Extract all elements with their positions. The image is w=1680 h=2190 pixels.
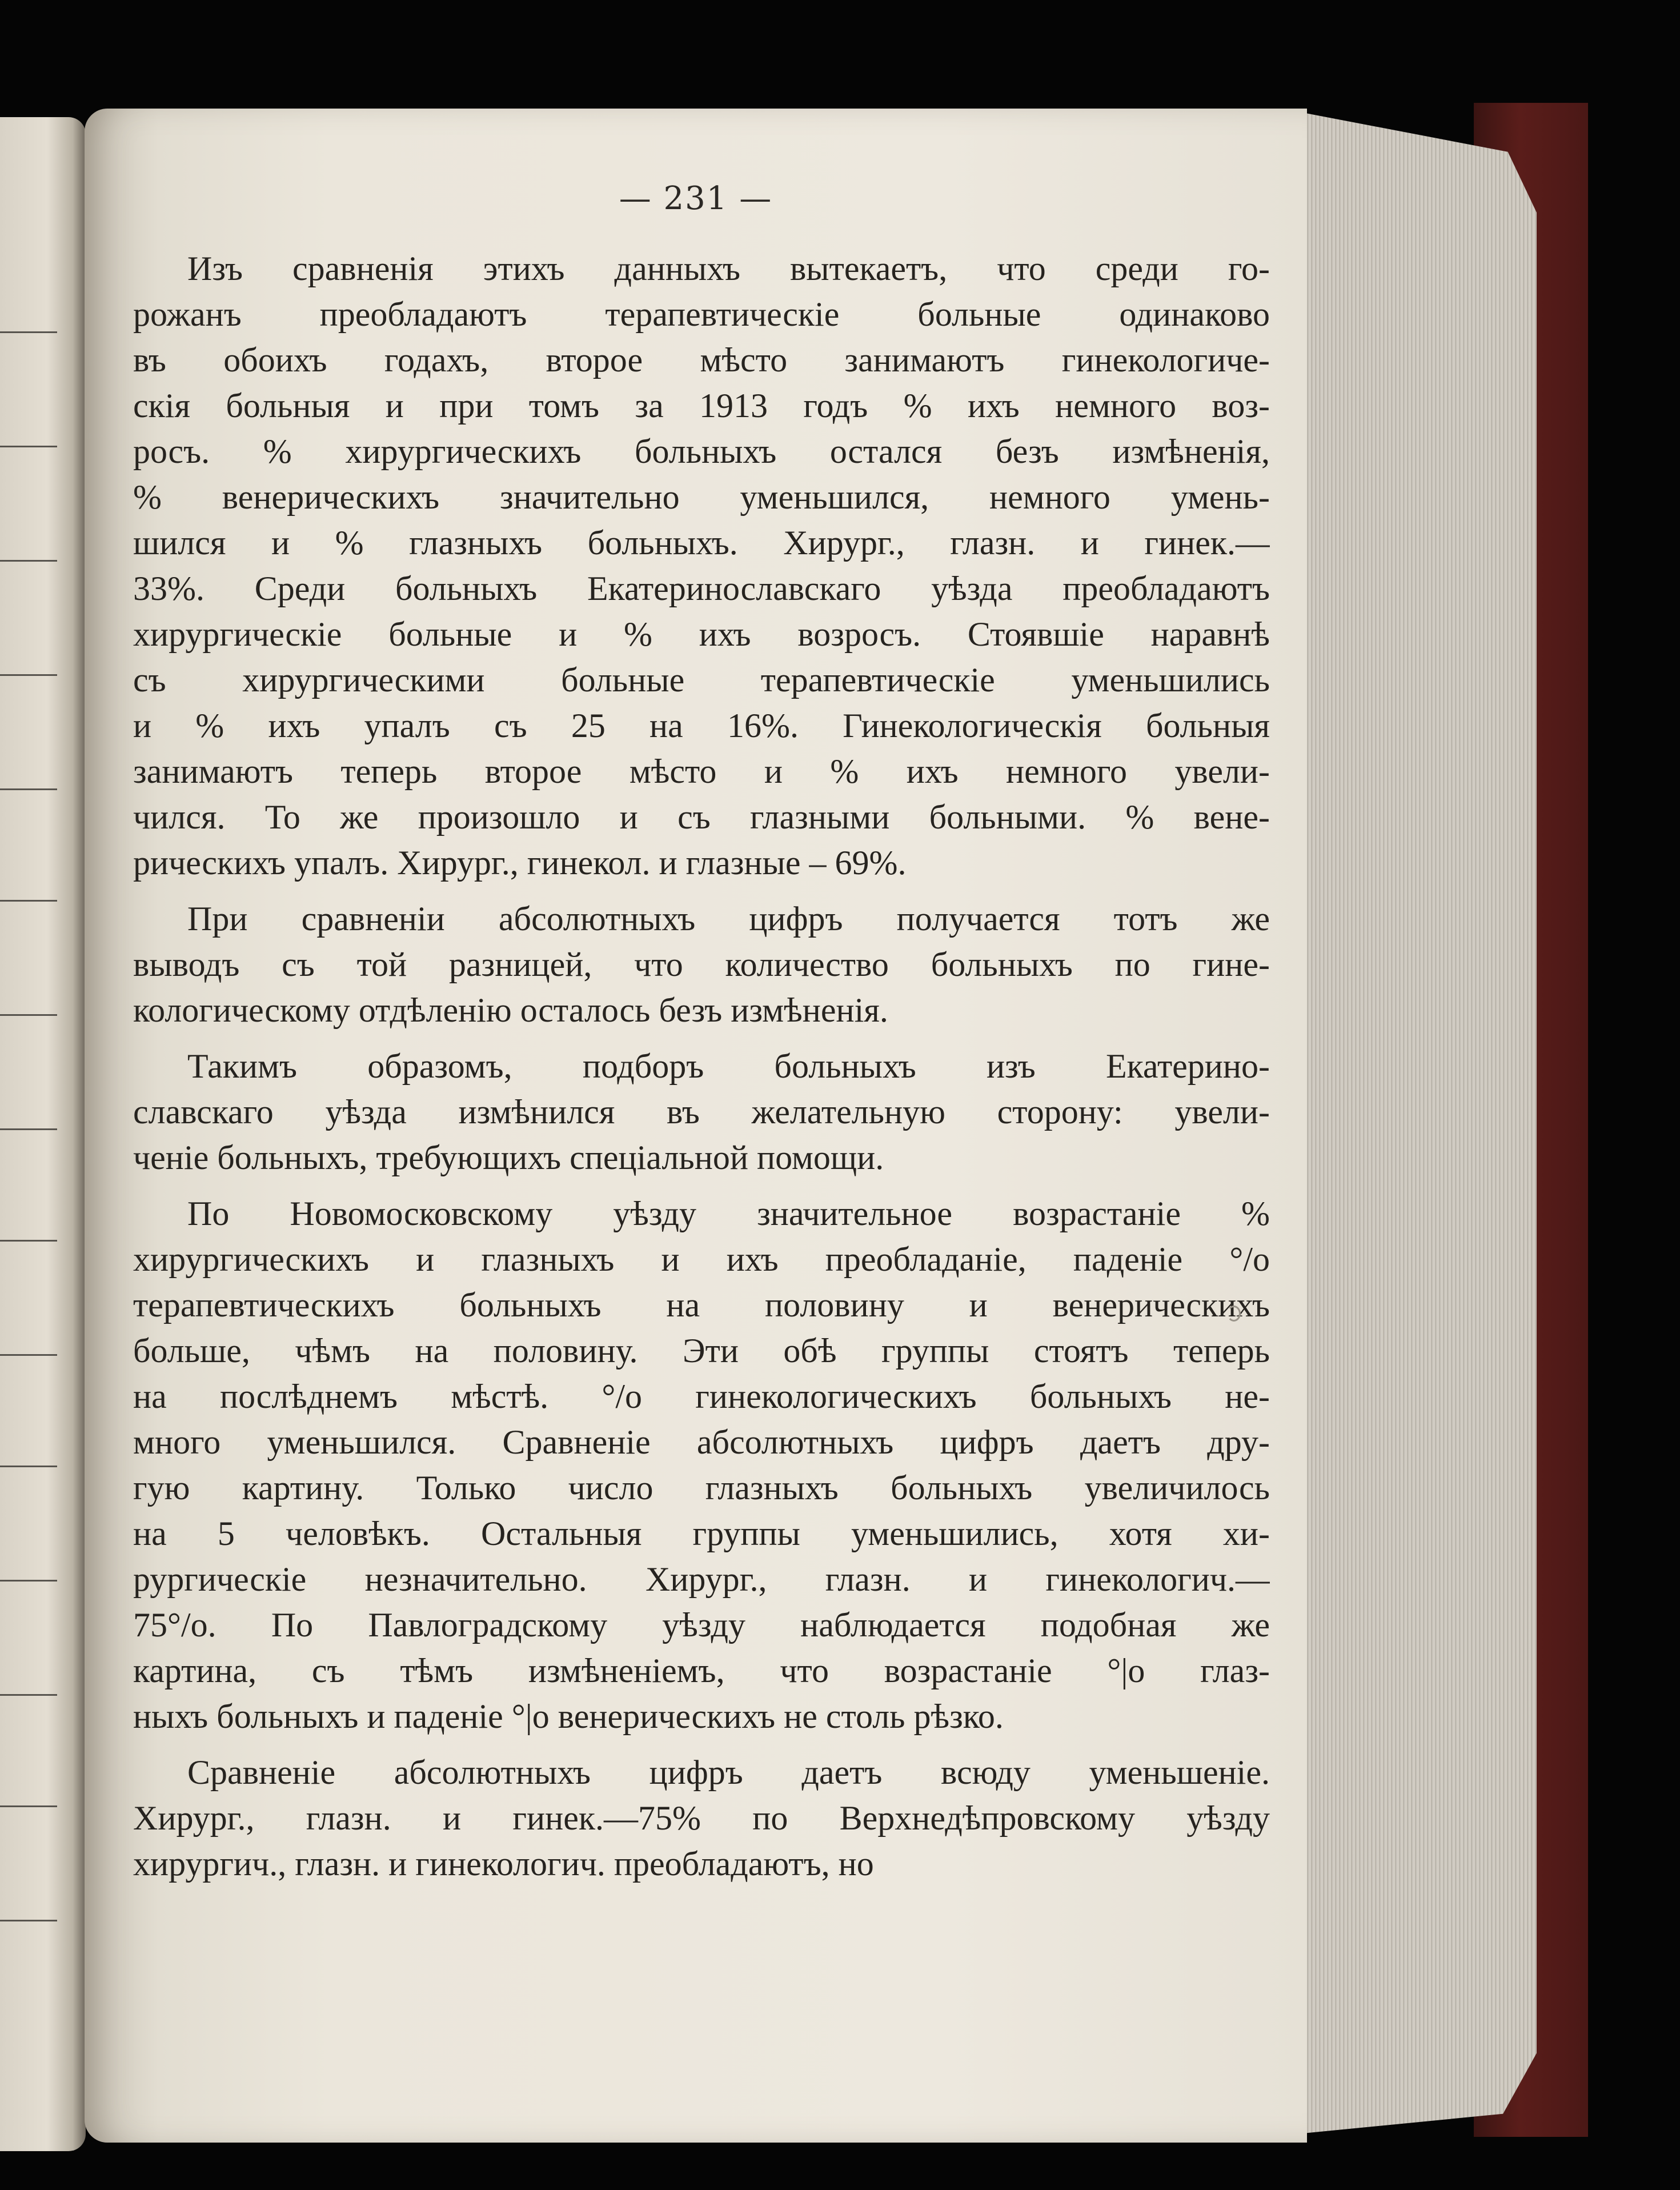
paragraph (133, 1749, 1270, 1887)
margin-rule (0, 446, 57, 447)
paper-speck (1227, 1306, 1241, 1322)
text-line: въ обоихъ годахъ, второе мѣсто занимаютъ гинекологиче- (133, 341, 1270, 379)
margin-rule (0, 1014, 57, 1016)
text-line: на послѣднемъ мѣстѣ. °/o гинекологическихъ больныхъ не- (133, 1378, 1270, 1415)
text-line: на 5 человѣкъ. Остальныя группы уменьшились, хотя хи- (133, 1515, 1270, 1552)
margin-rule (0, 1354, 57, 1356)
margin-rule (0, 1805, 57, 1807)
page-number: — 231 — (619, 180, 773, 217)
text-line: хирургич., глазн. и гинекологич. преобладаютъ, но (133, 1845, 874, 1883)
previous-page-edge (0, 117, 86, 2151)
text-line: рургическіе незначительно. Хирург., глазн. и гинекологич.— (133, 1560, 1270, 1598)
page-stack-edge (1297, 111, 1537, 2134)
text-line: много уменьшился. Сравненіе абсолютныхъ цифръ даетъ дру- (133, 1423, 1270, 1461)
body-text (133, 246, 1270, 1897)
text-line: славскаго уѣзда измѣнился въ желательную сторону: увели- (133, 1093, 1270, 1131)
text-line: выводъ съ той разницей, что количество больныхъ по гине- (133, 946, 1270, 983)
text-line: Такимъ образомъ, подборъ больныхъ изъ Екатерино- (187, 1047, 1270, 1085)
paragraph (133, 1191, 1270, 1739)
text-line: скія больныя и при томъ за 1913 годъ % ихъ немного воз- (133, 387, 1270, 425)
text-line: По Новомосковскому уѣзду значительное возрастаніе % (187, 1195, 1270, 1232)
margin-rule (0, 788, 57, 790)
text-line: ныхъ больныхъ и паденіе °|o венерическихъ не столь рѣзко. (133, 1697, 1004, 1735)
paragraph (133, 896, 1270, 1033)
margin-rule (0, 1240, 57, 1242)
text-line: съ хирургическими больные терапевтическіе уменьшились (133, 661, 1270, 699)
text-line: Сравненіе абсолютныхъ цифръ даетъ всюду уменьшеніе. (187, 1753, 1270, 1791)
text-line: хирургическихъ и глазныхъ и ихъ преобладаніе, паденіе °/o (133, 1240, 1270, 1278)
margin-rule (0, 1580, 57, 1582)
margin-rule (0, 560, 57, 562)
text-line: 33%. Среди больныхъ Екатеринославскаго уѣзда преобладаютъ (133, 570, 1270, 607)
paragraph (133, 1043, 1270, 1180)
text-line: % венерическихъ значительно уменьшился, немного умень- (133, 478, 1270, 516)
text-line: рожанъ преобладаютъ терапевтическіе больные одинаково (133, 295, 1270, 333)
text-line: рическихъ упалъ. Хирург., гинекол. и глазные – 69%. (133, 844, 907, 882)
margin-rule (0, 331, 57, 333)
margin-rule (0, 1466, 57, 1467)
book-page (85, 109, 1307, 2143)
text-line: картина, съ тѣмъ измѣненіемъ, что возрастаніе °|o глаз- (133, 1652, 1270, 1689)
paragraph (133, 246, 1270, 886)
text-line: больше, чѣмъ на половину. Эти обѣ группы стоятъ теперь (133, 1332, 1270, 1370)
text-line: чился. То же произошло и съ глазными больными. % вене- (133, 798, 1270, 836)
text-line: гую картину. Только число глазныхъ больныхъ увеличилось (133, 1469, 1270, 1507)
text-line: занимаютъ теперь второе мѣсто и % ихъ немного увели- (133, 752, 1270, 790)
text-line: и % ихъ упалъ съ 25 на 16%. Гинекологическія больныя (133, 707, 1270, 744)
margin-rule (0, 674, 57, 676)
margin-rule (0, 1920, 57, 1921)
text-line: При сравненіи абсолютныхъ цифръ получается тотъ же (187, 900, 1270, 938)
text-line: Изъ сравненія этихъ данныхъ вытекаетъ, что среди го- (187, 250, 1270, 287)
text-line: шился и % глазныхъ больныхъ. Хирург., глазн. и гинек.— (133, 524, 1270, 562)
text-line: кологическому отдѣленію осталось безъ измѣненія. (133, 991, 888, 1029)
margin-rule (0, 1128, 57, 1130)
text-line: терапевтическихъ больныхъ на половину и венерическихъ (133, 1286, 1270, 1324)
text-line: хирургическіе больные и % ихъ возросъ. Стоявшіе наравнѣ (133, 615, 1270, 653)
margin-rule (0, 1694, 57, 1696)
text-line: росъ. % хирургическихъ больныхъ остался безъ измѣненія, (133, 433, 1270, 470)
text-line: ченіе больныхъ, требующихъ спеціальной помощи. (133, 1139, 884, 1176)
margin-rule (0, 900, 57, 902)
text-line: 75°/o. По Павлоградскому уѣзду наблюдается подобная же (133, 1606, 1270, 1644)
text-line: Хирург., глазн. и гинек.—75% по Верхнедѣпровскому уѣзду (133, 1799, 1270, 1837)
